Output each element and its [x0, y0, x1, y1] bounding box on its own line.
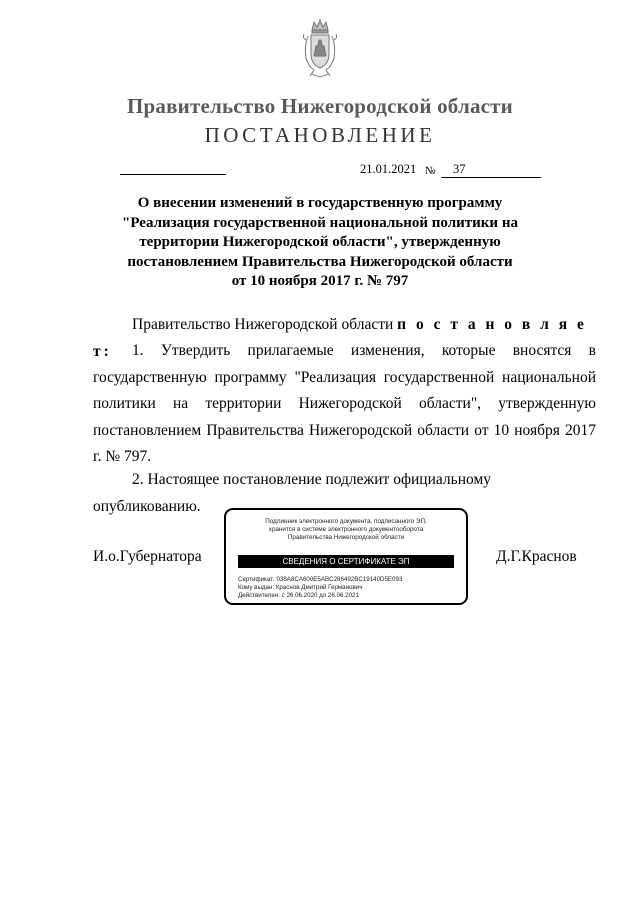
signer-position: И.о.Губернатора: [93, 548, 202, 565]
title-line: от 10 ноября 2017 г. № 797: [231, 273, 409, 289]
e-signature-stamp: [224, 508, 468, 605]
certificate-details: [238, 576, 402, 599]
stamp-header-line: Правительства Нижегородской области: [287, 534, 405, 541]
document-number: 37: [441, 162, 541, 178]
organization-name: Правительство Нижегородской области: [127, 94, 513, 118]
certificate-validity: Действителен: с 26.06.2020 до 26.06.2021: [238, 591, 359, 599]
certificate-serial: Сертификат: 038A8CA600E5ABC286492BC19140D5E093: [238, 576, 403, 583]
title-line: постановлением Правительства Нижегородской области: [127, 253, 513, 270]
signer-name: Д.Г.Краснов: [496, 548, 577, 565]
stamp-header-line: хранится в системе электронного документооборота: [268, 526, 424, 533]
title-line: территории Нижегородской области", утвержденную: [139, 234, 501, 250]
paragraph-1: 1. Утвердить прилагаемые изменения, которые вносятся в государственную программу "Реализация государственной национальной политики на территории Нижегородской области", утвержденную постановлением Правительства Нижегородской области от 10 ноября 2017 г. № 797.: [93, 342, 596, 465]
intro-decree-word: п о с т а н о в л я е т:: [93, 316, 587, 360]
number-sign: №: [425, 165, 436, 177]
coat-of-arms-emblem: [300, 16, 340, 82]
document-title: [100, 194, 540, 292]
blank-date-line: [120, 174, 226, 175]
document-date: 21.01.2021: [360, 162, 417, 176]
intro-prefix: Правительство Нижегородской области: [132, 316, 398, 333]
title-line: "Реализация государственной национальной политики на: [122, 214, 518, 231]
stamp-header-line: Подлинник электронного документа, подписанного ЭП,: [265, 518, 427, 525]
title-line: О внесении изменений в государственную программу: [137, 195, 503, 211]
paragraph-2: 2. Настоящее постановление подлежит официальному опубликованию.: [93, 471, 492, 515]
certificate-info-bar: СВЕДЕНИЯ О СЕРТИФИКАТЕ ЭП: [238, 555, 454, 568]
stamp-header: [226, 518, 466, 542]
document-type: ПОСТАНОВЛЕНИЕ: [204, 123, 436, 147]
certificate-owner: Кому выдан: Краснов Дмитрий Германович: [238, 583, 363, 591]
